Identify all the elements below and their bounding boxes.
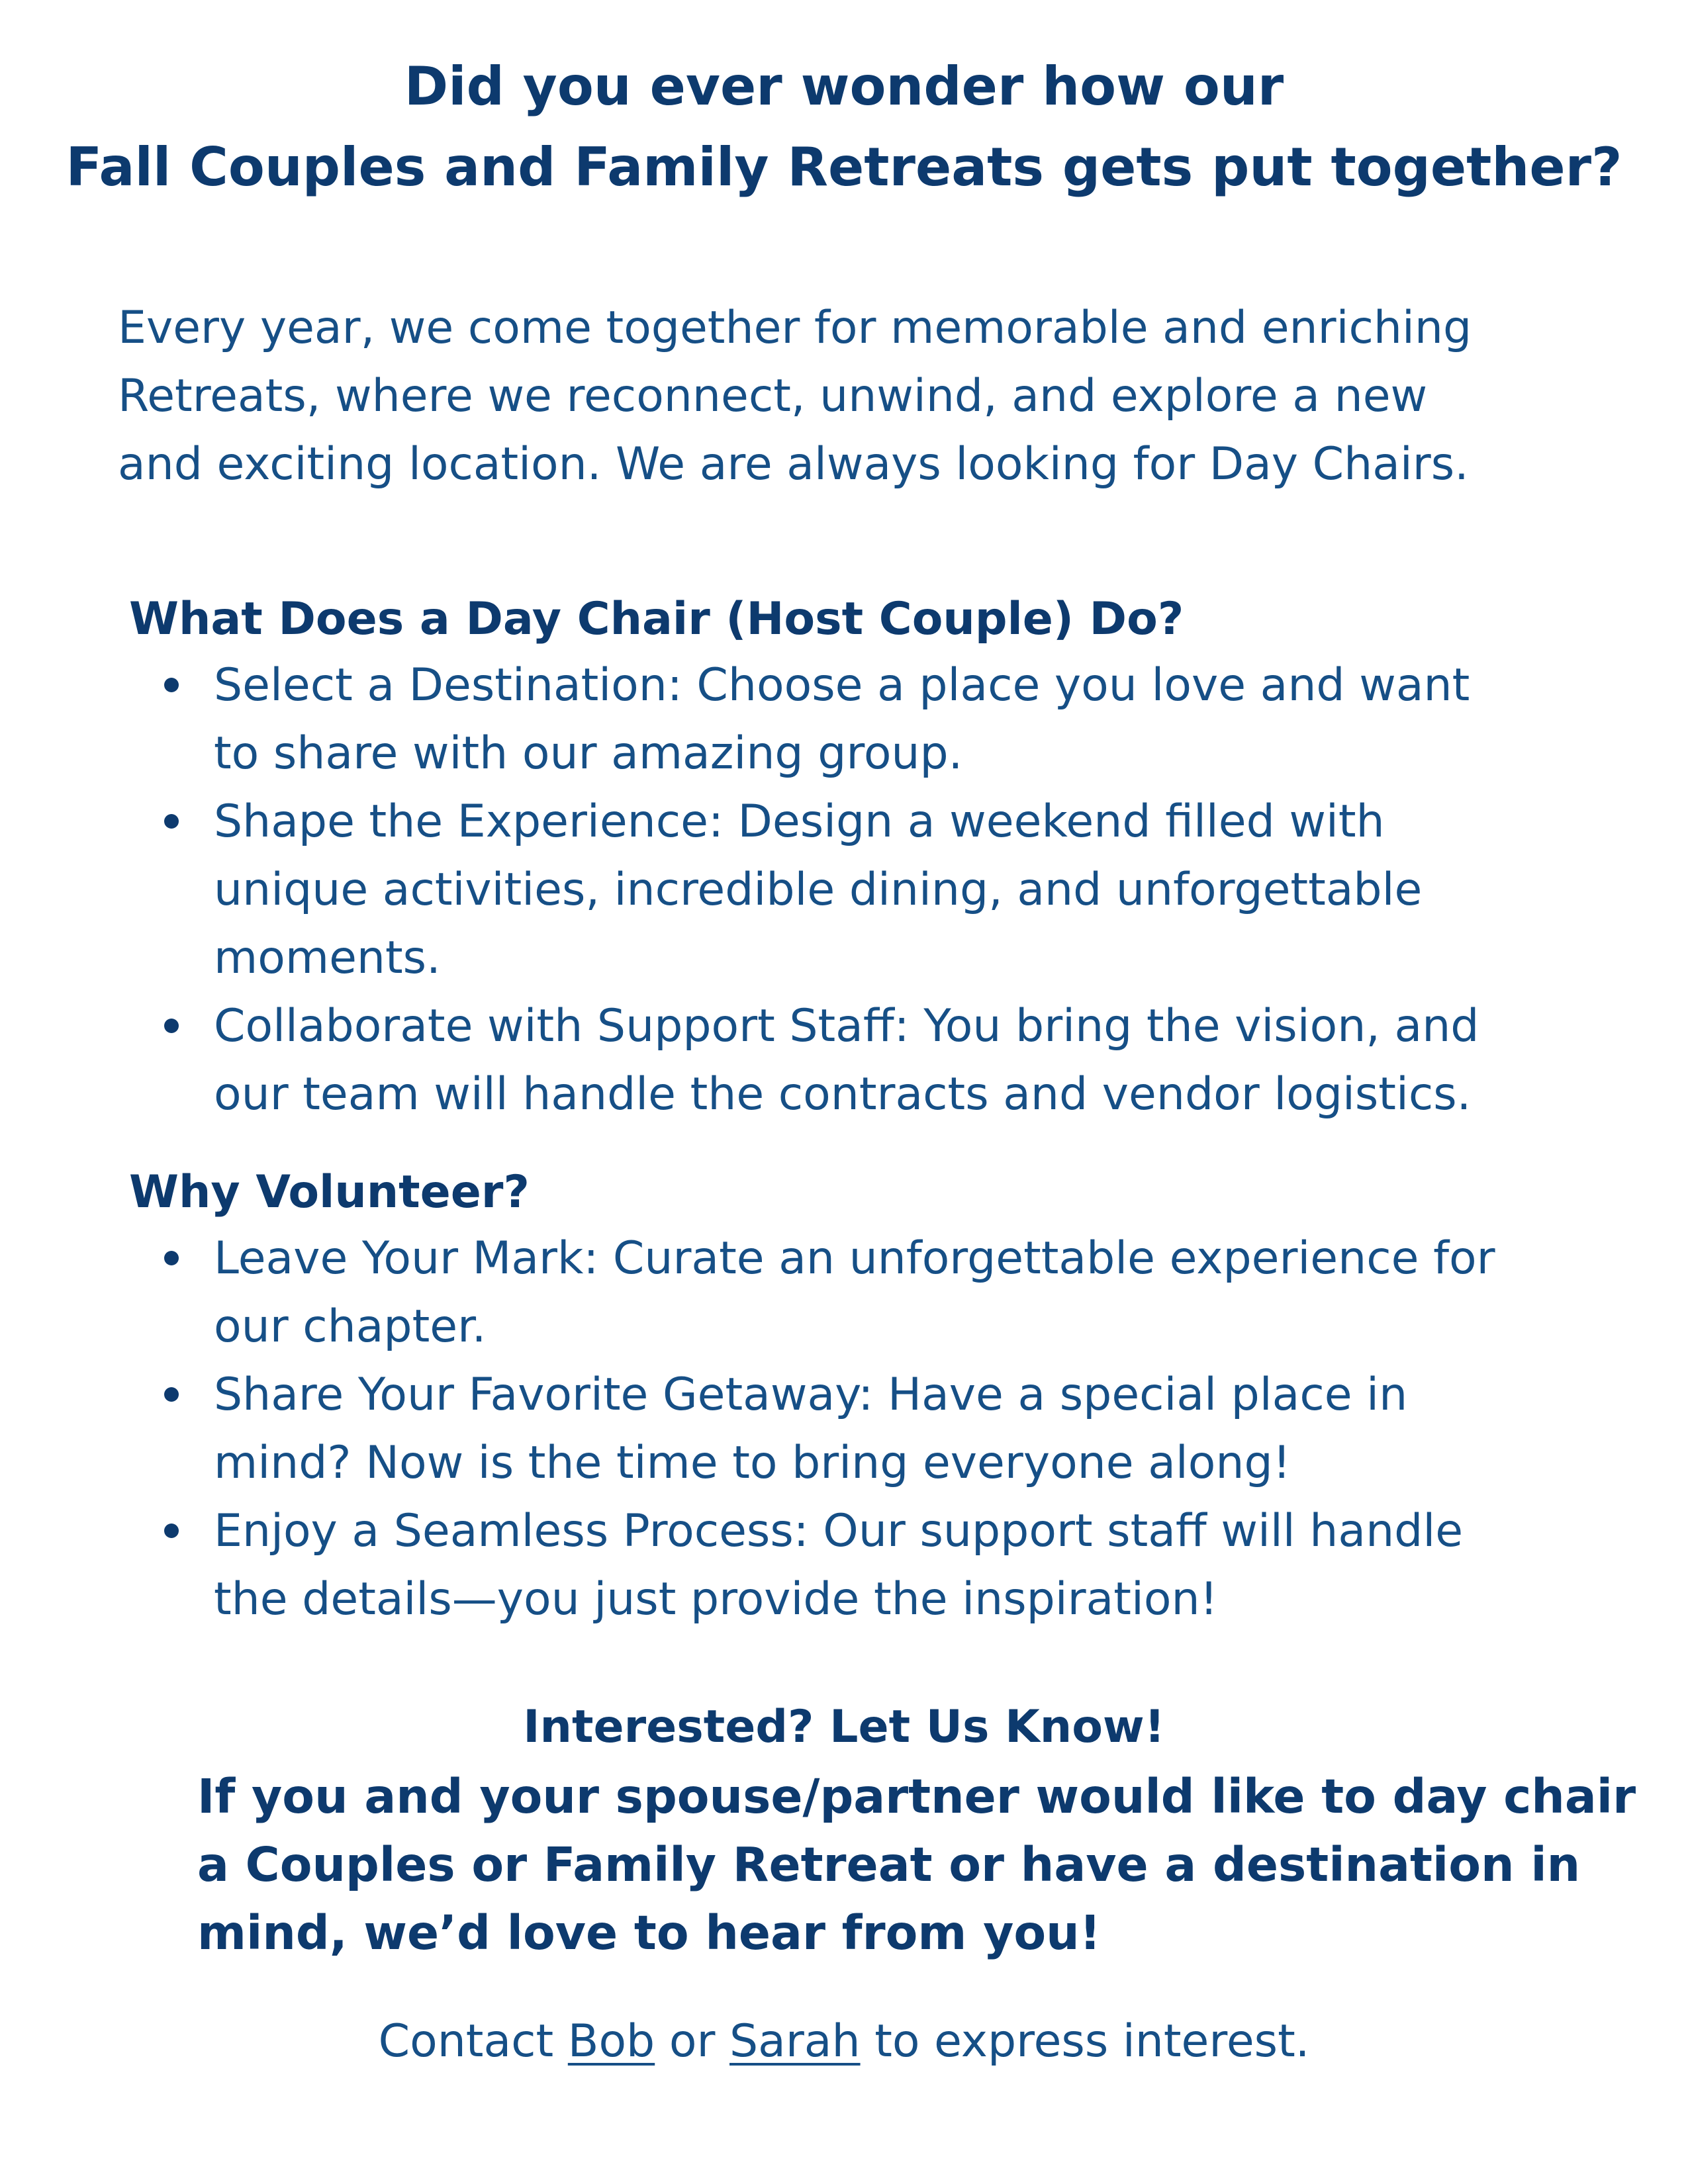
- list-item: Select a Destination: Choose a place you love and want to share with our amazing group.: [164, 651, 1620, 788]
- cta-line: a Couples or Family Retreat or have a destination in: [197, 1837, 1581, 1892]
- intro-paragraph: [118, 294, 1594, 498]
- contact-sarah-link[interactable]: Sarah: [729, 2015, 861, 2068]
- day-chair-heading: What Does a Day Chair (Host Couple) Do?: [129, 593, 1184, 645]
- contact-bob-link[interactable]: Bob: [567, 2015, 655, 2068]
- intro-line: Every year, we come together for memorable and enriching: [118, 302, 1472, 354]
- bullet-icon: [164, 1251, 179, 1265]
- bullet-icon: [164, 1387, 179, 1402]
- contact-middle: or: [655, 2015, 730, 2068]
- contact-suffix: to express interest.: [860, 2015, 1310, 2068]
- list-item: Enjoy a Seamless Process: Our support staff will handle the details—you just provide the inspiration!: [164, 1497, 1620, 1633]
- list-item: Shape the Experience: Design a weekend filled with unique activities, incredible dining, and unforgettable moments.: [164, 788, 1620, 992]
- bullet-icon: [164, 1019, 179, 1033]
- bullet-icon: [164, 814, 179, 829]
- intro-line: and exciting location. We are always looking for Day Chairs.: [118, 438, 1469, 490]
- bullet-icon: [164, 1524, 179, 1538]
- page-title: [0, 46, 1688, 208]
- cta-paragraph: [197, 1762, 1636, 1967]
- intro-line: Retreats, where we reconnect, unwind, and explore a new: [118, 370, 1428, 422]
- cta-line: If you and your spouse/partner would like to day chair: [197, 1769, 1636, 1824]
- list-item: Share Your Favorite Getaway: Have a special place in mind? Now is the time to bring everyone along!: [164, 1361, 1620, 1497]
- why-volunteer-list: [164, 1224, 1620, 1633]
- title-line-2: Fall Couples and Family Retreats gets put together?: [66, 136, 1622, 198]
- contact-prefix: Contact: [378, 2015, 568, 2068]
- cta-heading: Interested? Let Us Know!: [523, 1701, 1165, 1753]
- contact-line: [0, 2009, 1688, 2075]
- list-item: Leave Your Mark: Curate an unforgettable experience for our chapter.: [164, 1224, 1620, 1361]
- cta-line: mind, we’d love to hear from you!: [197, 1905, 1102, 1960]
- bullet-icon: [164, 678, 179, 692]
- why-volunteer-heading: Why Volunteer?: [129, 1166, 530, 1218]
- list-item: Collaborate with Support Staff: You bring the vision, and our team will handle the contracts and vendor logistics.: [164, 992, 1620, 1128]
- title-line-1: Did you ever wonder how our: [404, 56, 1284, 117]
- day-chair-list: [164, 651, 1620, 1128]
